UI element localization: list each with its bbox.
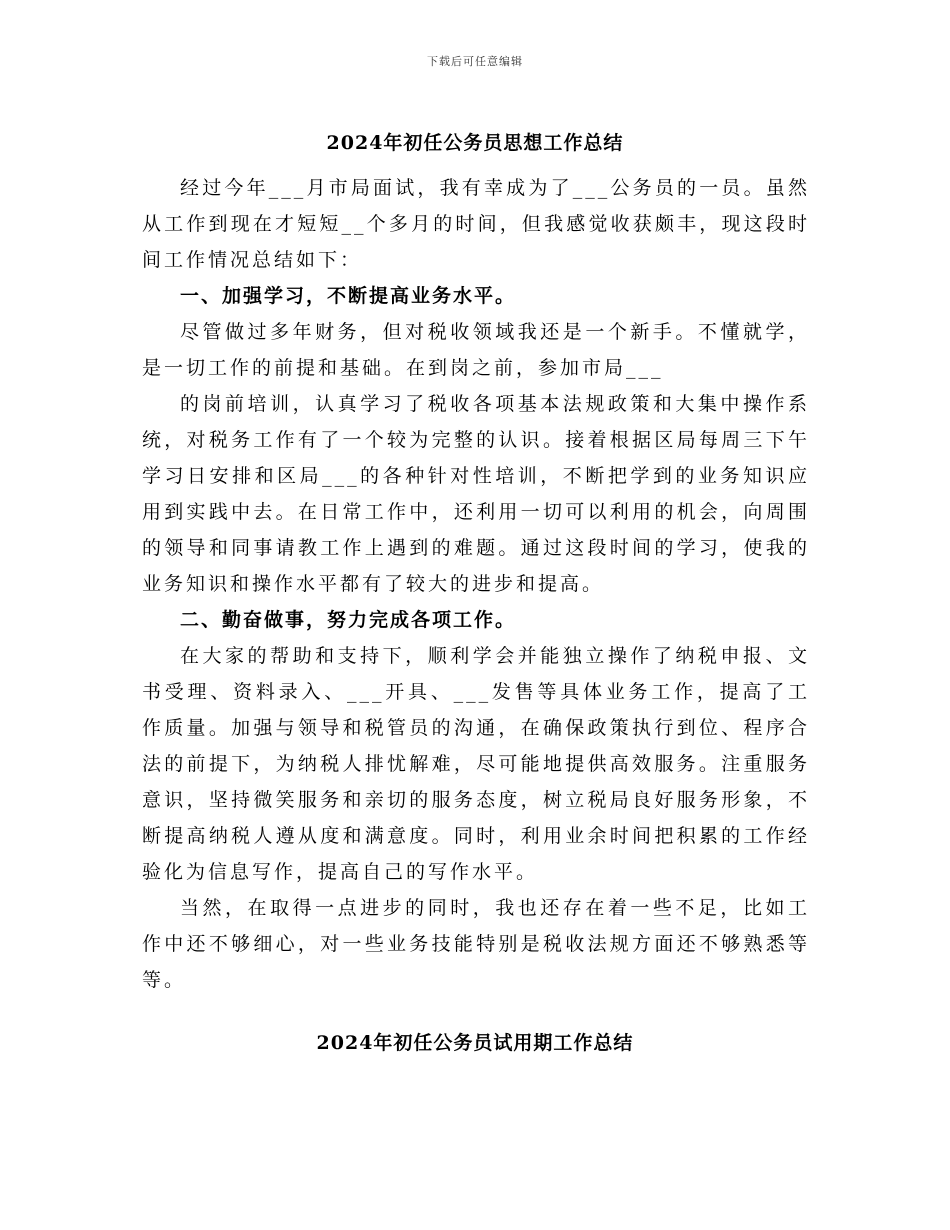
body-paragraph: 的岗前培训，认真学习了税收各项基本法规政策和大集中操作系统，对税务工作有了一个较为完整的认识。接着根据区局每周三下午学习日安排和区局___的各种针对性培训，不断把学到的业务知识应用到实践中去。在日常工作中，还利用一切可以利用的机会，向周围的领导和同事请教工作上遇到的难题。通过这段时间的学习，使我的业务知识和操作水平都有了较大的进步和提高。: [142, 393, 810, 595]
header-note: 下载后可任意编辑: [427, 55, 523, 68]
document-title: 2024年初任公务员思想工作总结: [326, 132, 624, 154]
document-body: [142, 170, 810, 998]
body-paragraph: 尽管做过多年财务，但对税收领域我还是一个新手。不懂就学，是一切工作的前提和基础。在到岗之前，参加市局___: [142, 321, 810, 379]
section-heading-2: 二、勤奋做事，努力完成各项工作。: [180, 609, 517, 631]
section-heading-1: 一、加强学习，不断提高业务水平。: [180, 285, 517, 307]
body-paragraph: 在大家的帮助和支持下，顺利学会并能独立操作了纳税申报、文书受理、资料录入、___开具、___发售等具体业务工作，提高了工作质量。加强与领导和税管员的沟通，在确保政策执行到位、程序合法的前提下，为纳税人排忧解难，尽可能地提供高效服务。注重服务意识，坚持微笑服务和亲切的服务态度，树立税局良好服务形象，不断提高纳税人遵从度和满意度。同时，利用业余时间把积累的工作经验化为信息写作，提高自己的写作水平。: [142, 645, 810, 883]
intro-paragraph: 经过今年___月市局面试，我有幸成为了___公务员的一员。虽然从工作到现在才短短__个多月的时间，但我感觉收获颇丰，现这段时间工作情况总结如下：: [142, 177, 810, 271]
next-document-title: 2024年初任公务员试用期工作总结: [316, 1032, 634, 1054]
conclusion-paragraph: 当然，在取得一点进步的同时，我也还存在着一些不足，比如工作中还不够细心，对一些业务技能特别是税收法规方面还不够熟悉等等。: [142, 897, 810, 991]
